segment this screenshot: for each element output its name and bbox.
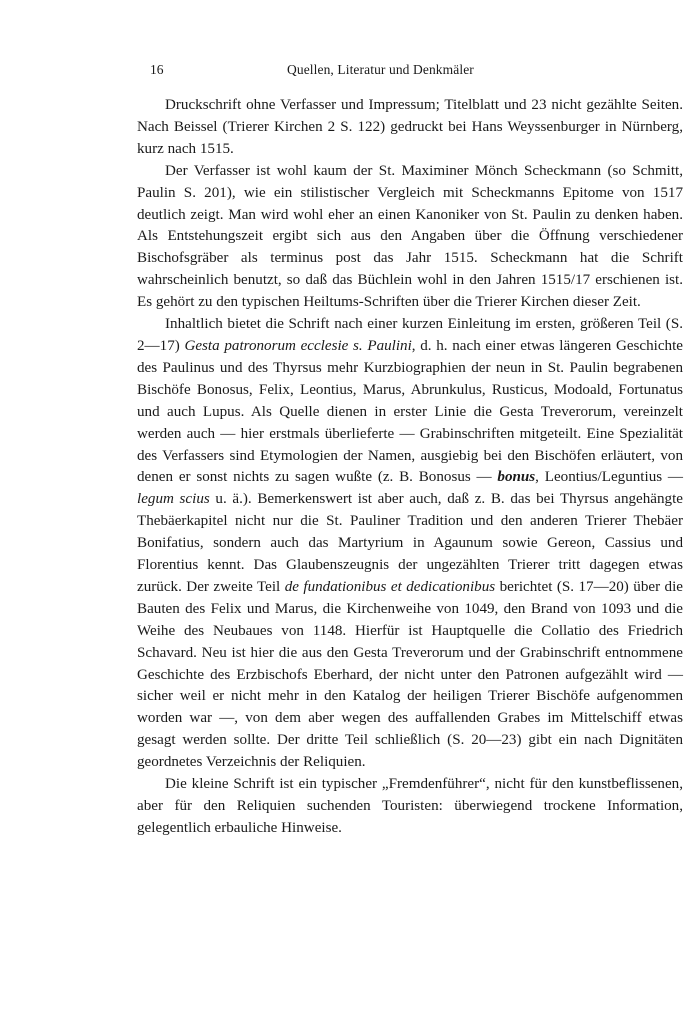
paragraph-text: u. ä.). Bemerkenswert ist aber auch, daß z. B. das bei Thyrsus angehängte Thebäerkapitel nicht nur die St. Pauliner Tradition und den anderen Trierer Thebäer Bonifatius, sondern auch das Martyrium in Agaunum sowie Gereon, Cassius und Florentius kennt. Das Glaubenszeugnis der ungezählten Trierer tritt dagegen etwas zurück. Der zweite Teil [137,491,683,595]
paragraph-1 [137,95,683,161]
body-text [137,95,683,840]
paragraph-text: Die kleine Schrift ist ein typischer „Fremdenführer“, nicht für den kunstbeflissenen, aber für den Reliquien suchenden Touristen: überwiegend trockene Information, gelegentlich erbauliche Hinweise. [137,776,683,836]
italic-title-gesta: Gesta patronorum ecclesie s. Paulini [184,337,412,354]
running-head [137,62,683,82]
paragraph-text: Druckschrift ohne Verfasser und Impressum; Titelblatt und 23 nicht gezählte Seiten. Nach Beissel (Trierer Kirchen 2 S. 122) gedruckt bei Hans Weyssenburger in Nürnberg, kurz nach 1515. [137,97,683,157]
paragraph-3 [137,314,683,774]
italic-de-fundationibus: de fundationibus et dedicationibus [284,578,496,595]
paragraph-text: , d. h. nach einer etwas längeren Geschichte des Paulinus und des Thyrsus mehr Kurzbiographien der neun in St. Paulin begrabenen Bischöfe Bonosus, Felix, Leontius, Marus, Abrunkulus, Rusticus, Modoald, Fortunatus und auch Lupus. Als Quelle dienen in erster Linie die Gesta Treverorum, vereinzelt werden auch — hier erstmals überlieferte — Grabinschriften mitgeteilt. Eine Spezialität des Verfassers sind Etymologien der Namen, ausgiebig bei den Bischöfen erläutert, von denen er sonst nichts zu sagen wußte (z. B. Bonosus — [137,337,683,486]
italic-legum-scius: legum scius [137,491,210,508]
paragraph-text: Inhaltlich bietet die Schrift nach einer kurzen Einleitung im ersten, größeren Teil (S. 2—17) [137,316,683,354]
paragraph-2 [137,161,683,314]
paragraph-text: berichtet (S. 17—20) über die Bauten des Felix und Marus, die Kirchenweihe von 1049, den Brand von 1093 und die Weihe des Neubaues von 1148. Hierfür ist Hauptquelle die Collatio des Friedrich Schavard. Neu ist hier die aus den Gesta Treverorum und der Grabinschrift entnommene Geschichte des Erzbischofs Eberhard, der nicht unter den Patronen aufgezählt wird — sicher weil er nicht mehr in den Katalog der heiligen Trierer Bischöfe aufgenommen worden war —, von dem aber wegen des auffallenden Grabes im Mittelschiff etwas gesagt werden sollte. Der dritte Teil schließlich (S. 20—23) gibt ein nach Dignitäten geordnetes Verzeichnis der Reliquien. [137,578,683,771]
running-title: Quellen, Literatur und Denkmäler [287,62,474,77]
page-number: 16 [150,62,164,77]
paragraph-4 [137,774,683,840]
paragraph-text: Der Verfasser ist wohl kaum der St. Maximiner Mönch Scheckmann (so Schmitt, Paulin S. 201), wie ein stilistischer Vergleich mit Scheckmanns Epitome von 1517 deutlich zeigt. Man wird wohl eher an einen Kanoniker von St. Paulin zu denken haben. Als Entstehungszeit ergibt sich aus den Angaben über die Öffnung verschiedener Bischofsgräber als terminus post das Jahr 1515. Scheckmann hat die Schrift wahrscheinlich benutzt, so daß das Büchlein wohl in den Jahren 1515/17 erschienen ist. Es gehört zu den typischen Heiltums-Schriften über die Trierer Kirchen dieser Zeit. [137,162,683,311]
emphasis-bonus: bonus [497,469,536,486]
paragraph-text: , Leontius/Leguntius — [535,469,683,486]
